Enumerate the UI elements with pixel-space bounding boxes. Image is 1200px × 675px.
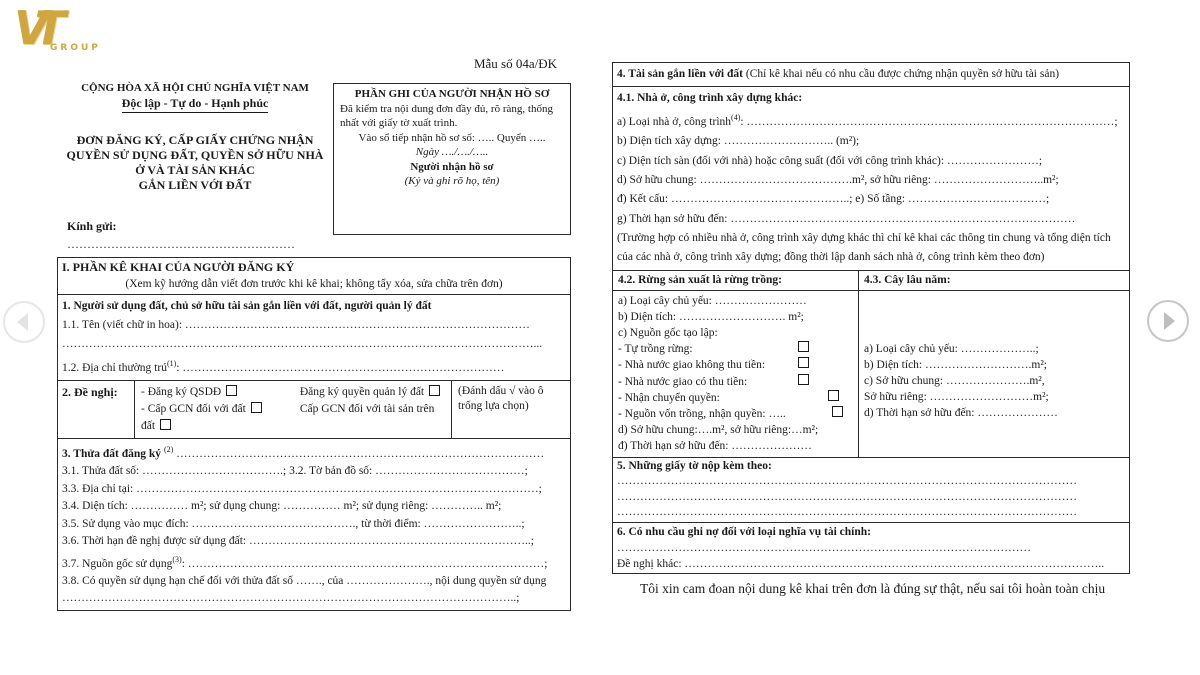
- option-label: - Cấp GCN đối với đất: [141, 402, 246, 415]
- footnote-ref-2: (2): [163, 444, 174, 454]
- section-3-row: [58, 439, 570, 610]
- kinh-gui-field: …………………………………………………: [67, 237, 295, 251]
- field-origin-label: 3.7. Nguồn gốc sử dụng: [62, 557, 173, 570]
- section-2-note: (Đánh dấu √ vào ô trống lựa chọn): [458, 384, 544, 412]
- debt-line: ………………………………………………………………………………………………: [617, 541, 1031, 554]
- section-41-heading: 4.1. Nhà ở, công trình xây dựng khác:: [617, 92, 803, 104]
- field-forest-ownership: d) Sở hữu chung:….m², sở hữu riêng:…m²;: [618, 424, 819, 437]
- checkbox-label: - Tự trồng rừng:: [618, 343, 693, 356]
- checkbox-icon: [798, 374, 809, 385]
- section-5-row: [613, 458, 1129, 523]
- kinh-gui-line: [57, 217, 333, 253]
- checkbox-icon: [798, 357, 809, 368]
- other-request-line: Đề nghị khác: ………………………………………………………………………………………………..: [617, 557, 1105, 570]
- field-name-continued: ……………………………………………………………………………………………………………...: [62, 338, 543, 350]
- field-perennial-shared: c) Sở hữu chung: ………………….m²,: [864, 374, 1045, 387]
- section-5-heading: 5. Những giấy tờ nộp kèm theo:: [617, 459, 772, 472]
- form-page-1: [57, 55, 571, 611]
- section-42-heading: 4.2. Rừng sản xuất là rừng trồng:: [613, 271, 858, 291]
- country-name: CỘNG HÒA XÃ HỘI CHỦ NGHĨA VIỆT NAM: [81, 82, 309, 94]
- field-house-type: [617, 108, 1125, 132]
- section-6-row: [613, 523, 1129, 573]
- field-name: 1.1. Tên (viết chữ in hoa): ………………………………………………………………………………: [62, 319, 530, 331]
- attachment-line: …………………………………………………………………………………………………………: [617, 475, 1077, 488]
- option-label: Cấp GCN đối với tài sản trên đất: [141, 402, 435, 432]
- field-origin-label: c) Nguồn gốc tạo lập:: [618, 326, 718, 339]
- footnote-ref-3: (3): [172, 554, 182, 564]
- section-1-heading: 1. Người sử dụng đất, chủ sở hữu tài sản gắn liền với đất, người quản lý đất: [62, 300, 432, 312]
- field-origin-dots: : …………………………………………………………………………………;: [181, 557, 548, 570]
- receiver-box-sign-note: (Ký và ghi rõ họ, tên): [404, 175, 500, 187]
- field-duration: 3.6. Thời hạn đề nghị được sử dụng đất: ………………………………………………………………..;: [62, 535, 534, 548]
- footnote-ref-4: (4): [731, 113, 741, 123]
- prev-page-button[interactable]: [2, 300, 46, 349]
- option-quyen-quan-ly: [300, 386, 440, 398]
- attachment-line: …………………………………………………………………………………………………………: [617, 490, 1077, 503]
- section-6-heading: 6. Có nhu cầu ghi nợ đối với loại nghĩa vụ tài chính:: [617, 525, 871, 538]
- assets-table: [612, 62, 1130, 574]
- checkbox-label: - Nhận chuyển quyền:: [618, 391, 720, 404]
- receiver-box: [333, 83, 571, 235]
- option-dang-ky-qsdd: [141, 384, 297, 401]
- section-4-heading: 4. Tài sản gắn liền với đất: [617, 68, 746, 80]
- commitment-paragraph: Tôi xin cam đoan nội dung kê khai trên đơn là đúng sự thật, nếu sai tôi hoàn toàn chịu: [640, 580, 1106, 596]
- section-3-dots: ……………………………………………………………………………………: [173, 447, 545, 460]
- section-2-options: [135, 381, 452, 438]
- field-restricted-rights-continued: ………………………………………………………………………………………………………..;: [62, 592, 520, 605]
- field-perennial-area: b) Diện tích: ……………………….m²;: [864, 358, 1047, 371]
- page1-header: [57, 81, 571, 257]
- declaration-table: [57, 257, 571, 611]
- field-address-dots: : …………………………………………………………………………: [176, 361, 505, 374]
- section-4-row: [613, 63, 1129, 87]
- field-area: 3.4. Diện tích: …………… m²; sử dụng chung: …………… m²; sử dụng riêng: ………….. m²;: [62, 500, 502, 513]
- section-I-note: (Xem kỹ hướng dẫn viết đơn trước khi kê khai; không tẩy xóa, sửa chữa trên đơn): [125, 278, 503, 290]
- field-ownership-term: g) Thời hạn sở hữu đến: ………………………………………………………………………………: [617, 212, 1076, 225]
- field-forest-term: đ) Thời hạn sở hữu đến: …………………: [618, 440, 812, 453]
- attachment-line: …………………………………………………………………………………………………………: [617, 506, 1077, 519]
- option-cap-gcn-dat: [141, 401, 297, 418]
- section-42-body: [613, 291, 858, 457]
- form-title: [57, 133, 333, 193]
- receiver-box-title: PHẦN GHI CỦA NGƯỜI NHẬN HỒ SƠ: [354, 88, 550, 100]
- checkbox-icon: [828, 390, 839, 401]
- form-title-line: Ở VÀ TÀI SẢN KHÁC: [135, 163, 255, 177]
- logo-monogram: VT: [14, 1, 51, 55]
- field-address-label: 1.2. Địa chỉ thường trú: [62, 361, 167, 374]
- checkbox-icon: [798, 341, 809, 352]
- section-41-note: (Trường hợp có nhiều nhà ở, công trình xây dựng khác thì chỉ kê khai các thông tin chung và tổng diện tích của các nhà ở, công trình xây dựng; đồng thời lập danh sách nhà ở, công trình kèm theo đơn): [617, 231, 1111, 264]
- field-build-area: b) Diện tích xây dựng: ……………………….. (m²);: [617, 135, 860, 148]
- checkbox-row-self-planted: [618, 341, 853, 357]
- chevron-left-circle-icon: [2, 300, 46, 344]
- field-house-type-label: a) Loại nhà ở, công trình: [617, 116, 732, 129]
- kinh-gui-label: Kính gửi:: [67, 219, 117, 233]
- receiver-box-date: Ngày …./…./…..: [415, 146, 489, 158]
- checkbox-icon: [832, 406, 843, 417]
- checkbox-row-capital: [618, 406, 853, 422]
- field-restricted-rights: 3.8. Có quyền sử dụng hạn chế đối với thửa đất số ……., của …………………., nội dung quyền sử dụng: [62, 574, 547, 587]
- field-tree-type: a) Loại cây chủ yếu: ……………………: [618, 294, 807, 307]
- section-42-43-row: [613, 271, 1129, 458]
- vt-group-logo: [14, 1, 124, 55]
- checkbox-label: - Nhà nước giao có thu tiền:: [618, 375, 748, 388]
- checkbox-row-state-paid: [618, 374, 853, 390]
- national-header: [57, 81, 333, 253]
- form-title-line: GẮN LIỀN VỚI ĐẤT: [138, 178, 252, 192]
- field-origin: [62, 551, 566, 573]
- field-parcel-no: 3.1. Thửa đất số: ……………………………….; 3.2. Tờ bản đồ số: …………………………………;: [62, 465, 528, 478]
- option-line-1: [141, 384, 445, 401]
- checkbox-icon: [160, 419, 171, 430]
- section-41-row: [613, 87, 1129, 271]
- checkbox-row-state-free: [618, 357, 853, 373]
- form-title-line: QUYỀN SỬ DỤNG ĐẤT, QUYỀN SỞ HỮU NHÀ: [66, 148, 324, 162]
- receiver-box-line: Đã kiểm tra nội dung đơn đầy đủ, rõ ràng, thống nhất với giấy tờ xuất trình.: [340, 102, 553, 129]
- option-label: - Đăng ký QSDĐ: [141, 385, 222, 398]
- form-title-line: ĐƠN ĐĂNG KÝ, CẤP GIẤY CHỨNG NHẬN: [76, 133, 314, 147]
- section-I-row: [58, 258, 570, 295]
- field-forest-area: b) Diện tích: ………………………. m²;: [618, 310, 804, 323]
- option-label: Đăng ký quyền quản lý đất: [299, 385, 425, 398]
- next-page-button[interactable]: [1146, 299, 1190, 348]
- field-ownership: d) Sở hữu chung: ………………………………….m², sở hữu riêng: ………………………..m²;: [617, 174, 1059, 187]
- form-code: Mẫu số 04a/ĐK: [473, 56, 557, 71]
- field-floor-area: c) Diện tích sàn (đối với nhà) hoặc công suất (đối với công trình khác): ……………………;: [617, 154, 1043, 167]
- field-address-at: 3.3. Địa chỉ tại: ……………………………………………………………………………………………;: [62, 482, 542, 495]
- field-address: [62, 354, 566, 378]
- checkbox-icon: [429, 385, 440, 396]
- chevron-right-circle-icon: [1146, 299, 1190, 343]
- section-43-body: [859, 339, 1129, 424]
- section-I-heading: I. PHẦN KÊ KHAI CỦA NGƯỜI ĐĂNG KÝ: [62, 260, 295, 274]
- section-3-heading: 3. Thửa đất đăng ký: [62, 447, 164, 460]
- field-perennial-term: d) Thời hạn sở hữu đến: …………………: [864, 407, 1058, 420]
- field-perennial-type: a) Loại cây chủ yếu: ………………..;: [864, 342, 1039, 355]
- section-3-heading-line: [62, 441, 566, 463]
- field-house-type-dots: : ……………………………………………………………………………………;: [740, 116, 1118, 129]
- motto: Độc lập - Tự do - Hạnh phúc: [122, 96, 269, 113]
- receiver-box-signer: Người nhận hồ sơ: [410, 160, 494, 173]
- field-purpose: 3.5. Sử dụng vào mục đích: ……………………………………., từ thời điểm: ……………………..;: [62, 517, 525, 530]
- logo-group-text: GROUP: [50, 43, 101, 53]
- section-43-heading: 4.3. Cây lâu năm:: [859, 271, 1129, 291]
- field-perennial-private: Sở hữu riêng: ………………………m²;: [864, 391, 1049, 404]
- checkbox-label: - Nguồn vốn trồng, nhận quyền: …..: [618, 407, 786, 420]
- section-2-row: [58, 381, 570, 439]
- field-structure: đ) Kết cấu: ………………………………………..; e) Số tầng: ………………………………;: [617, 193, 1050, 206]
- form-page-2: [612, 62, 1130, 599]
- checkbox-label: - Nhà nước giao không thu tiền:: [618, 359, 766, 372]
- option-line-2: [141, 401, 445, 435]
- section-43-column: [859, 271, 1129, 457]
- section-2-label: 2. Đề nghị:: [58, 381, 135, 438]
- section-1-row: [58, 295, 570, 381]
- checkbox-row-transferred: [618, 390, 853, 406]
- section-42-column: [613, 271, 859, 457]
- footnote-ref-1: (1): [166, 359, 177, 368]
- section-4-note: (Chỉ kê khai nếu có nhu cầu được chứng nhận quyền sở hữu tài sản): [745, 68, 1060, 80]
- checkbox-icon: [226, 385, 237, 396]
- receiver-box-line: Vào sổ tiếp nhận hồ sơ số: ….. Quyển …..: [358, 131, 546, 144]
- motto-wrap: [57, 95, 333, 113]
- checkbox-icon: [251, 402, 262, 413]
